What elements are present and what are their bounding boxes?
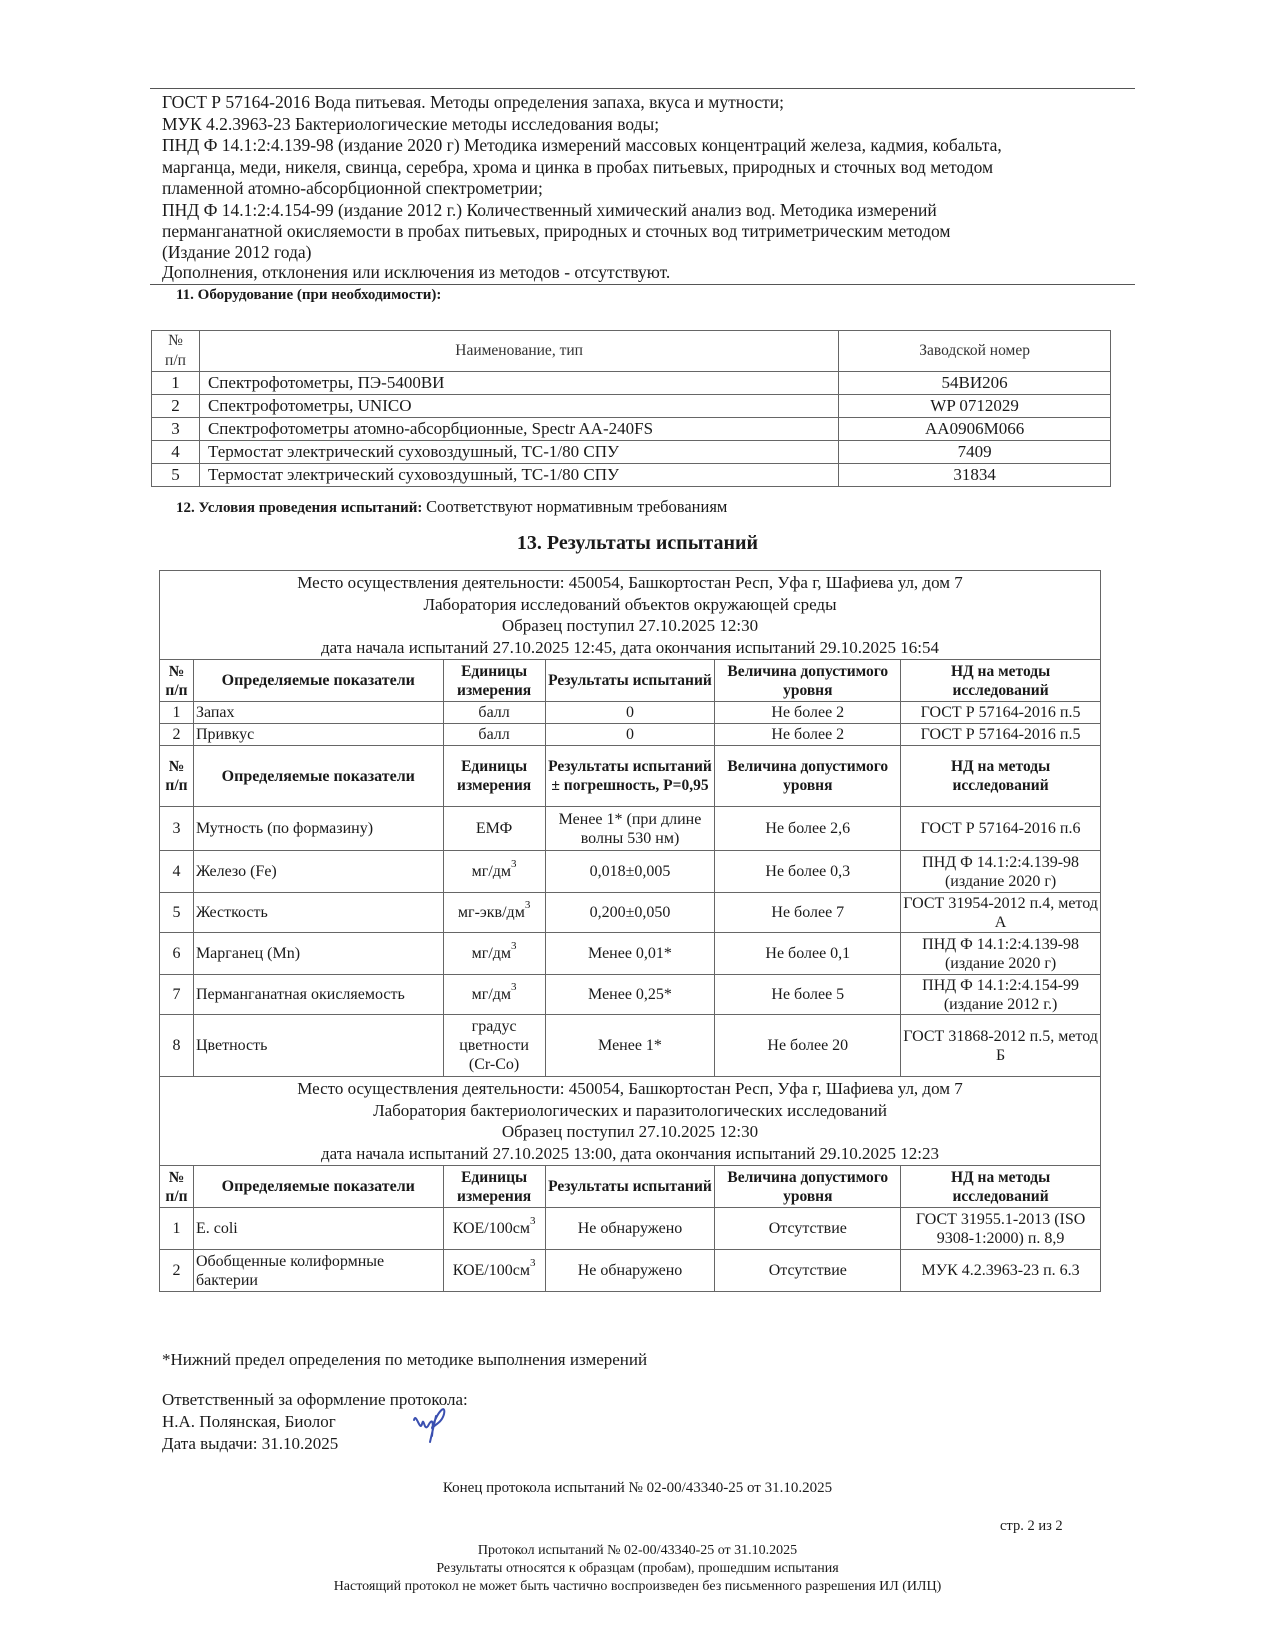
indicator: Железо (Fe) [193,851,443,893]
section-12 [176,497,727,517]
equipment-table [151,330,1111,487]
row-num: 2 [160,724,194,746]
result-row [160,1208,1101,1250]
top-divider [150,88,1135,89]
limit: Не более 0,1 [715,933,901,975]
col-result-header: Результаты испытаний ± погрешность, Р=0,95 [545,746,715,807]
test-dates: дата начала испытаний 27.10.2025 13:00, дата окончания испытаний 29.10.2025 12:23 [321,1143,939,1163]
result-row [160,1250,1101,1292]
section-12-label: 12. Условия проведения испытаний: [176,500,423,516]
footer-line: Настоящий протокол не может быть частично воспроизведен без письменного разрешения ИЛ (ИЛЦ) [333,1579,942,1594]
col-indicator-header: Определяемые показатели [193,660,443,702]
row-num: 5 [160,893,194,933]
result: Менее 0,01* [545,933,715,975]
unit: КОЕ/$100см^3$ [443,1250,545,1292]
limit: Не более 7 [715,893,901,933]
footer-line: Протокол испытаний № 02-00/43340-25 от 31.10.2025 [477,1543,798,1558]
equipment-name: Термостат электрический суховоздушный, ТС-1/80 СПУ [199,441,838,464]
result: 0 [545,724,715,746]
laboratory-name: Лаборатория бактериологических и паразитологических исследований [373,1100,887,1120]
col-method-header: НД на методы исследований [901,746,1101,807]
limit: Не более 5 [715,975,901,1015]
limit: Не более 2 [715,702,901,724]
equipment-name: Спектрофотометры, UNICO [199,395,838,418]
methods-line: перманганатной окисляемости в пробах питьевых, природных и сточных вод титриметрическим методом [162,221,951,241]
methods-line: пламенной атомно-абсорбционной спектрометрии; [162,178,543,198]
equipment-name: Термостат электрический суховоздушный, ТС-1/80 СПУ [199,464,838,487]
sample-received: Образец поступил 27.10.2025 12:30 [501,1122,759,1141]
equipment-num: 1 [152,372,200,395]
limit: Не более 0,3 [715,851,901,893]
section-11-title: 11. Оборудование (при необходимости): [176,287,442,303]
section-12-value: Соответствуют нормативным требованиям [426,497,728,516]
unit: КОЕ/$100см^3$ [443,1208,545,1250]
limit: Отсутствие [715,1250,901,1292]
unit: $мг-экв/дм^3$ [443,893,545,933]
laboratory-name: Лаборатория исследований объектов окружающей среды [423,594,837,614]
indicator: Жесткость [193,893,443,933]
methods-line: МУК 4.2.3963-23 Бактериологические методы исследования воды; [162,113,660,134]
equipment-num: 5 [152,464,200,487]
result: Не обнаружено [545,1208,715,1250]
equipment-serial: WP 0712029 [839,395,1111,418]
equipment-serial: 31834 [839,464,1111,487]
responsible-label: Ответственный за оформление протокола: [162,1390,468,1409]
method: ПНД Ф 14.1:2:4.139-98 (издание 2020 г) [901,933,1101,975]
col-unit-header: Единицы измерения [443,1166,545,1208]
method: МУК 4.2.3963-23 п. 6.3 [901,1250,1101,1292]
indicator: Мутность (по формазину) [193,807,443,851]
col-num-header: № п/п [152,331,200,372]
method: ГОСТ 31868-2012 п.5, метод Б [901,1015,1101,1077]
result: 0 [545,702,715,724]
equipment-row [152,395,1111,418]
indicator: Обобщенные колиформные бактерии [193,1250,443,1292]
equipment-num: 3 [152,418,200,441]
results-header-row [160,746,1101,807]
indicator: Привкус [193,724,443,746]
result-row [160,851,1101,893]
row-num: 6 [160,933,194,975]
limit: Не более 20 [715,1015,901,1077]
col-indicator-header: Определяемые показатели [193,1166,443,1208]
result-row [160,933,1101,975]
row-num: 4 [160,851,194,893]
methods-line: Дополнения, отклонения или исключения из методов - отсутствуют. [162,261,671,282]
methods-line: (Издание 2012 года) [162,241,312,262]
method: ГОСТ Р 57164-2016 п.6 [901,807,1101,851]
indicator: Перманганатная окисляемость [193,975,443,1015]
result-row [160,1015,1101,1077]
indicator: E. coli [193,1208,443,1250]
method: ПНД Ф 14.1:2:4.139-98 (издание 2020 г) [901,851,1101,893]
equipment-row [152,441,1111,464]
footnote: *Нижний предел определения по методике выполнения измерений [162,1350,648,1369]
signature-icon [410,1402,450,1446]
protocol-end: Конец протокола испытаний № 02-00/43340-25 от 31.10.2025 [442,1480,833,1496]
results-table [159,570,1101,1292]
block-2-info [160,1077,1101,1166]
limit: Не более 2 [715,724,901,746]
sample-received: Образец поступил 27.10.2025 12:30 [501,616,759,635]
equipment-name: Спектрофотометры атомно-абсорбционные, Spectr AA-240FS [199,418,838,441]
footer-line: Результаты относятся к образцам (пробам), прошедшим испытания [436,1561,839,1576]
methods-list [162,92,1122,283]
responsible-person: Н.А. Полянская, Биолог [162,1412,336,1431]
results-title: 13. Результаты испытаний [516,532,759,554]
result-row [160,893,1101,933]
unit: $мг/дм^3$ [443,851,545,893]
result-row [160,724,1101,746]
page-number: стр. 2 из 2 [1000,1518,1063,1534]
equipment-header-row [152,331,1111,372]
col-unit-header: Единицы измерения [443,746,545,807]
col-num-header: № п/п [160,1166,194,1208]
methods-line: ПНД Ф 14.1:2:4.139-98 (издание 2020 г) Методика измерений массовых концентраций железа, кадмия, кобальта, [162,135,1002,155]
indicator: Цветность [193,1015,443,1077]
limit: Не более 2,6 [715,807,901,851]
result: Менее 1* (при длине волны 530 нм) [545,807,715,851]
col-indicator-header: Определяемые показатели [193,746,443,807]
equipment-row [152,464,1111,487]
methods-line: ГОСТ Р 57164-2016 Вода питьевая. Методы определения запаха, вкуса и мутности; [162,92,784,112]
result-row [160,807,1101,851]
method: ГОСТ Р 57164-2016 п.5 [901,724,1101,746]
equipment-row [152,418,1111,441]
results-header-row [160,1166,1101,1208]
row-num: 3 [160,807,194,851]
equipment-serial: 54ВИ206 [839,372,1111,395]
result-row [160,975,1101,1015]
result-row [160,702,1101,724]
col-limit-header: Величина допустимого уровня [715,1166,901,1208]
col-unit-header: Единицы измерения [443,660,545,702]
unit: градус цветности (Cr-Co) [443,1015,545,1077]
col-num-header: № п/п [160,746,194,807]
method: ГОСТ 31954-2012 п.4, метод А [901,893,1101,933]
equipment-serial: AA0906M066 [839,418,1111,441]
unit: балл [443,724,545,746]
limit: Отсутствие [715,1208,901,1250]
method: ГОСТ 31955.1-2013 (ISO 9308-1:2000) п. 8,9 [901,1208,1101,1250]
result: Не обнаружено [545,1250,715,1292]
result: Менее 1* [545,1015,715,1077]
indicator: Марганец (Mn) [193,933,443,975]
col-method-header: НД на методы исследований [901,1166,1101,1208]
col-num-header: № п/п [160,660,194,702]
unit: $мг/дм^3$ [443,933,545,975]
unit: балл [443,702,545,724]
row-num: 7 [160,975,194,1015]
row-num: 2 [160,1250,194,1292]
row-num: 8 [160,1015,194,1077]
methods-line: ПНД Ф 14.1:2:4.154-99 (издание 2012 г.) Количественный химический анализ вод. Методика измерений [162,199,937,220]
equipment-num: 2 [152,395,200,418]
methods-line: марганца, меди, никеля, свинца, серебра, хрома и цинка в пробах питьевых, природных и сточных вод методом [162,156,994,177]
result: 0,018±0,005 [545,851,715,893]
col-result-header: Результаты испытаний [545,1166,715,1208]
method: ПНД Ф 14.1:2:4.154-99 (издание 2012 г.) [901,975,1101,1015]
test-dates: дата начала испытаний 27.10.2025 12:45, дата окончания испытаний 29.10.2025 16:54 [321,637,939,657]
equipment-num: 4 [152,441,200,464]
indicator: Запах [193,702,443,724]
equipment-name: Спектрофотометры, ПЭ-5400ВИ [199,372,838,395]
equipment-row [152,372,1111,395]
unit: ЕМФ [443,807,545,851]
col-method-header: НД на методы исследований [901,660,1101,702]
methods-divider [150,284,1135,285]
results-header-row [160,660,1101,702]
place-of-activity: Место осуществления деятельности: 450054, Башкортостан Респ, Уфа г, Шафиева ул, дом 7 [297,573,963,592]
issue-date: Дата выдачи: 31.10.2025 [162,1434,339,1453]
result: Менее 0,25* [545,975,715,1015]
col-limit-header: Величина допустимого уровня [715,660,901,702]
row-num: 1 [160,1208,194,1250]
unit: $мг/дм^3$ [443,975,545,1015]
place-of-activity: Место осуществления деятельности: 450054, Башкортостан Респ, Уфа г, Шафиева ул, дом 7 [297,1079,963,1098]
row-num: 1 [160,702,194,724]
col-result-header: Результаты испытаний [545,660,715,702]
col-limit-header: Величина допустимого уровня [715,746,901,807]
col-name-header: Наименование, тип [199,331,838,372]
page-footer [0,1542,1275,1596]
method: ГОСТ Р 57164-2016 п.5 [901,702,1101,724]
equipment-serial: 7409 [839,441,1111,464]
result: 0,200±0,050 [545,893,715,933]
block-1-info [160,571,1101,660]
col-serial-header: Заводской номер [839,331,1111,372]
